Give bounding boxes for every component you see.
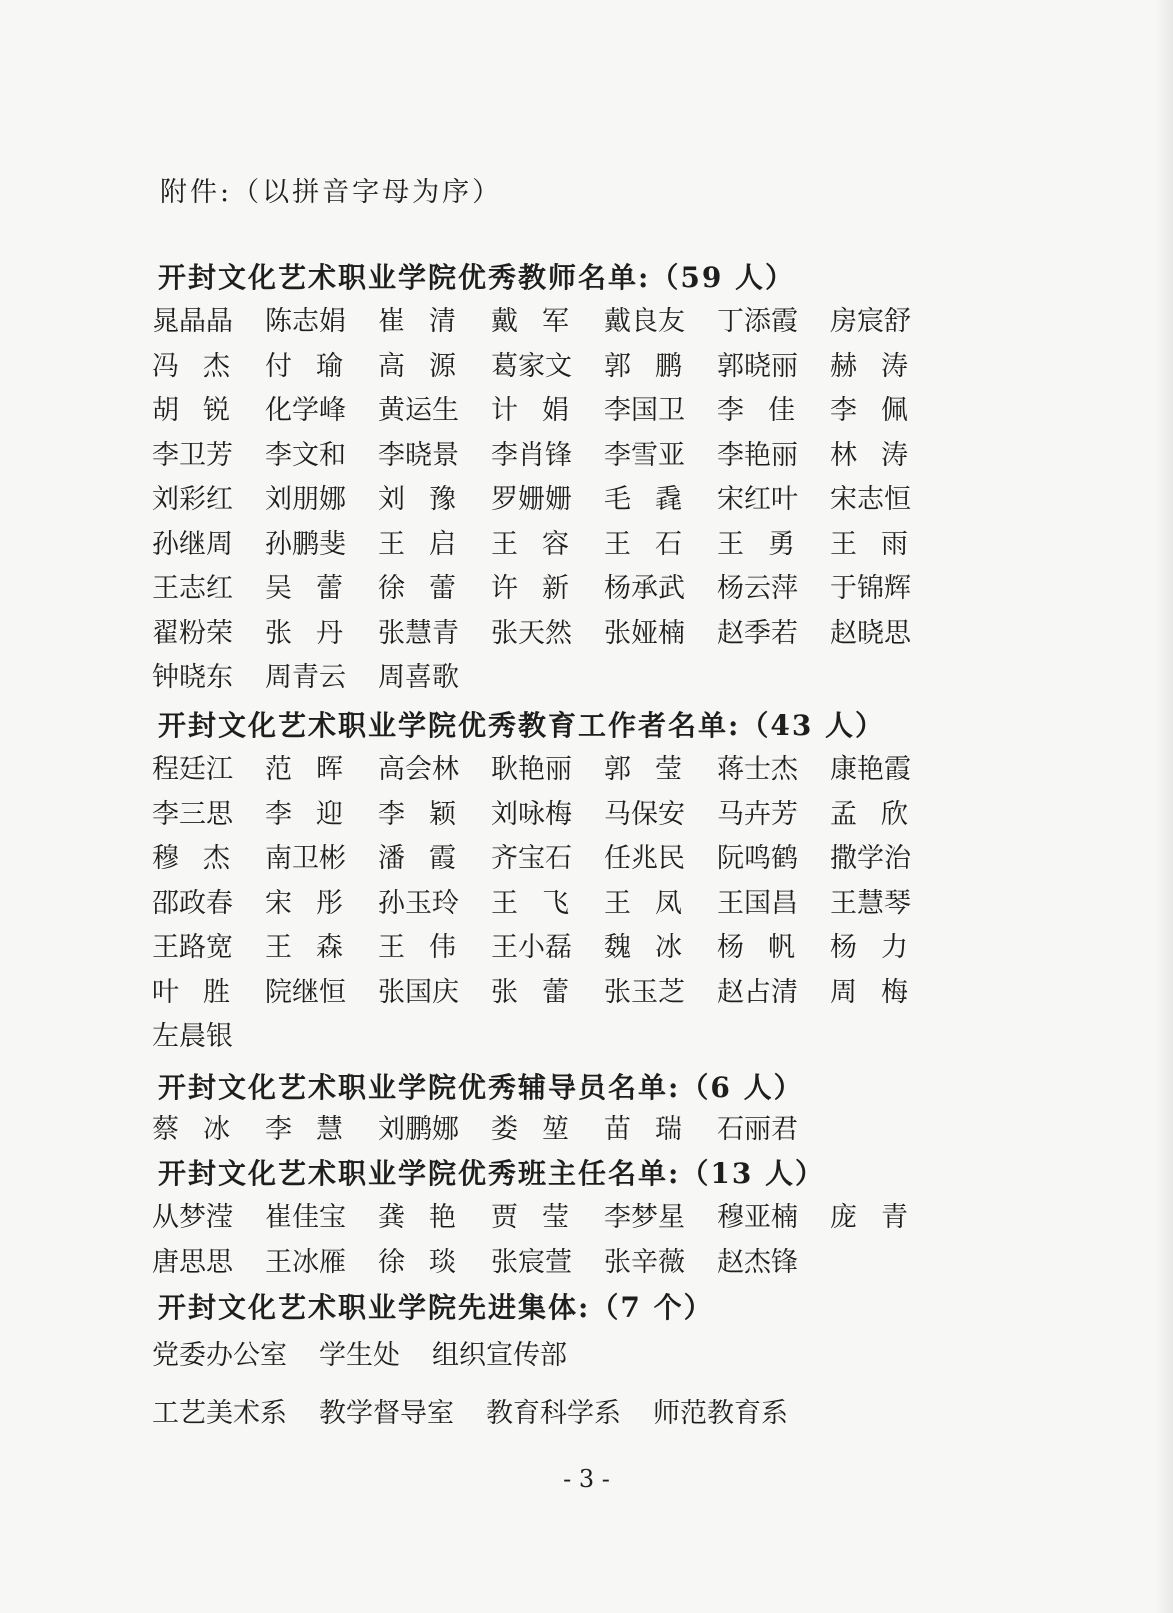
name-item: 张 丹	[265, 617, 343, 649]
name-item: 戴 良 友	[604, 306, 685, 337]
name-item: 刘 咏 梅	[491, 798, 572, 830]
name-item: 王 慧 琴	[830, 887, 911, 919]
name-item: 蒋 士 杰	[717, 754, 798, 785]
name-item: 王 石	[604, 528, 682, 560]
name-item: 张 宸 萱	[491, 1246, 572, 1278]
names-grid-educators	[152, 748, 943, 1060]
name-item: 阮 鸣 鹤	[717, 843, 798, 874]
name-item: 杨 承 武	[604, 573, 685, 604]
name-item: 李 卫 芳	[152, 439, 233, 471]
name-item: 刘 朋 娜	[265, 484, 346, 515]
name-item: 宋 彤	[265, 887, 343, 919]
section-heading-educators: 开封文化艺术职业学院优秀教育工作者名单:（43 人）	[158, 709, 886, 742]
name-item: 郭 莹	[604, 754, 682, 785]
name-item: 马 保 安	[604, 798, 685, 830]
name-item: 魏 冰	[604, 932, 682, 963]
name-item: 郭 鹏	[604, 350, 682, 382]
name-item: 张 辛 薇	[604, 1246, 685, 1278]
name-item: 李 梦 星	[604, 1202, 685, 1233]
name-item: 王 冰 雁	[265, 1246, 346, 1278]
name-item: 房 宸 舒	[830, 306, 911, 337]
name-item: 崔 清	[378, 306, 456, 337]
name-item: 唐 思 思	[152, 1246, 233, 1278]
name-item: 程 廷 江	[152, 754, 233, 785]
name-item: 南 卫 彬	[265, 843, 346, 874]
name-item: 毛 毳	[604, 484, 682, 515]
name-item: 张 慧 青	[378, 617, 459, 649]
names-grid-teachers	[152, 300, 943, 701]
name-item: 周 喜 歌	[378, 662, 459, 693]
name-item: 王 森	[265, 932, 343, 963]
name-item: 计 娟	[491, 395, 569, 426]
name-item: 赵 季 若	[717, 617, 798, 649]
name-item: 石 丽 君	[717, 1114, 798, 1145]
name-item: 戴 军	[491, 306, 569, 337]
name-item: 周 梅	[830, 976, 908, 1008]
name-item: 李 雪 亚	[604, 439, 685, 471]
name-item: 穆 杰	[152, 843, 230, 874]
name-item: 杨 云 萍	[717, 573, 798, 604]
name-item: 王 小 磊	[491, 932, 572, 963]
name-item: 王 雨	[830, 528, 908, 560]
name-item: 李 佩	[830, 395, 908, 426]
name-item: 蔡 冰	[152, 1114, 230, 1145]
name-item: 齐 宝 石	[491, 843, 572, 874]
name-item: 孙 玉 玲	[378, 887, 459, 919]
name-item: 庞 青	[830, 1202, 908, 1233]
name-item: 潘 霞	[378, 843, 456, 874]
collective-item: 教育科学系	[486, 1398, 621, 1429]
name-item: 李 文 和	[265, 439, 346, 471]
collective-item: 党委办公室	[152, 1340, 287, 1371]
collective-item: 学生处	[319, 1340, 400, 1371]
name-item: 院 继 恒	[265, 976, 346, 1008]
name-item: 王 国 昌	[717, 887, 798, 919]
name-item: 冯 杰	[152, 350, 230, 382]
name-item: 孟 欣	[830, 798, 908, 830]
name-item: 李 国 卫	[604, 395, 685, 426]
name-item: 王 容	[491, 528, 569, 560]
name-item: 高 会 林	[378, 754, 459, 785]
page-number: - 3 -	[563, 1465, 610, 1493]
name-item: 李 晓 景	[378, 439, 459, 471]
name-item: 宋 红 叶	[717, 484, 798, 515]
name-item: 王 志 红	[152, 573, 233, 604]
section-heading-headteachers: 开封文化艺术职业学院优秀班主任名单:（13 人）	[158, 1157, 826, 1190]
name-item: 刘 彩 红	[152, 484, 233, 515]
collective-item: 工艺美术系	[152, 1398, 287, 1429]
name-item: 高 源	[378, 350, 456, 382]
name-item: 张 国 庆	[378, 976, 459, 1008]
name-item: 孙 继 周	[152, 528, 233, 560]
collective-item: 组织宣传部	[432, 1340, 567, 1371]
names-grid-counselors	[152, 1108, 830, 1153]
name-item: 周 青 云	[265, 662, 346, 693]
name-item: 化 学 峰	[265, 395, 346, 426]
name-item: 孙 鹏 斐	[265, 528, 346, 560]
name-item: 吴 蕾	[265, 573, 343, 604]
name-item: 王 路 宽	[152, 932, 233, 963]
name-item: 邵 政 春	[152, 887, 233, 919]
name-item: 钟 晓 东	[152, 662, 233, 693]
section-heading-counselors: 开封文化艺术职业学院优秀辅导员名单:（6 人）	[158, 1071, 804, 1104]
name-item: 赫 涛	[830, 350, 908, 382]
name-item: 李 艳 丽	[717, 439, 798, 471]
name-item: 龚 艳	[378, 1202, 456, 1233]
name-item: 康 艳 霞	[830, 754, 911, 785]
collectives-row-1	[152, 1333, 599, 1372]
name-item: 穆 亚 楠	[717, 1202, 798, 1233]
name-item: 陈 志 娟	[265, 306, 346, 337]
name-item: 王 飞	[491, 887, 569, 919]
name-item: 林 涛	[830, 439, 908, 471]
name-item: 李 三 思	[152, 798, 233, 830]
name-item: 徐 琰	[378, 1246, 456, 1278]
name-item: 许 新	[491, 573, 569, 604]
name-item: 李 慧	[265, 1114, 343, 1145]
name-item: 张 蕾	[491, 976, 569, 1008]
name-item: 王 启	[378, 528, 456, 560]
name-item: 葛 家 文	[491, 350, 572, 382]
name-item: 赵 占 清	[717, 976, 798, 1008]
name-item: 黄 运 生	[378, 395, 459, 426]
name-item: 左 晨 银	[152, 1021, 233, 1052]
name-item: 赵 杰 锋	[717, 1246, 798, 1278]
name-item: 杨 帆	[717, 932, 795, 963]
name-item: 杨 力	[830, 932, 908, 963]
name-item: 刘 鹏 娜	[378, 1114, 459, 1145]
name-item: 任 兆 民	[604, 843, 685, 874]
collectives-row-2	[152, 1391, 820, 1430]
name-item: 苗 瑞	[604, 1114, 682, 1145]
name-item: 胡 锐	[152, 395, 230, 426]
name-item: 王 凤	[604, 887, 682, 919]
name-item: 罗 姗 姗	[491, 484, 572, 515]
name-item: 付 瑜	[265, 350, 343, 382]
page-edge-shadow	[1155, 0, 1173, 1613]
section-heading-collectives: 开封文化艺术职业学院先进集体:（7 个）	[158, 1291, 714, 1324]
name-item: 于 锦 辉	[830, 573, 911, 604]
names-grid-headteachers	[152, 1196, 943, 1285]
name-item: 王 勇	[717, 528, 795, 560]
name-item: 张 天 然	[491, 617, 572, 649]
name-item: 崔 佳 宝	[265, 1202, 346, 1233]
name-item: 郭 晓 丽	[717, 350, 798, 382]
name-item: 娄 堃	[491, 1114, 569, 1145]
attachment-line: 附件:（以拼音字母为序）	[160, 177, 503, 208]
name-item: 从 梦 滢	[152, 1202, 233, 1233]
name-item: 刘 豫	[378, 484, 456, 515]
name-item: 李 佳	[717, 395, 795, 426]
name-item: 撒 学 治	[830, 843, 911, 874]
name-item: 李 迎	[265, 798, 343, 830]
name-item: 张 玉 芝	[604, 976, 685, 1008]
name-item: 李 肖 锋	[491, 439, 572, 471]
name-item: 晁 晶 晶	[152, 306, 233, 337]
name-item: 马 卉 芳	[717, 798, 798, 830]
name-item: 翟 粉 荣	[152, 617, 233, 649]
name-item: 贾 莹	[491, 1202, 569, 1233]
name-item: 丁 添 霞	[717, 306, 798, 337]
section-heading-teachers: 开封文化艺术职业学院优秀教师名单:（59 人）	[158, 261, 796, 294]
name-item: 王 伟	[378, 932, 456, 963]
name-item: 宋 志 恒	[830, 484, 911, 515]
name-item: 徐 蕾	[378, 573, 456, 604]
collective-item: 教学督导室	[319, 1398, 454, 1429]
name-item: 叶 胜	[152, 976, 230, 1008]
name-item: 李 颖	[378, 798, 456, 830]
name-item: 赵 晓 思	[830, 617, 911, 649]
collective-item: 师范教育系	[653, 1398, 788, 1429]
name-item: 张 娅 楠	[604, 617, 685, 649]
name-item: 范 晖	[265, 754, 343, 785]
name-item: 耿 艳 丽	[491, 754, 572, 785]
